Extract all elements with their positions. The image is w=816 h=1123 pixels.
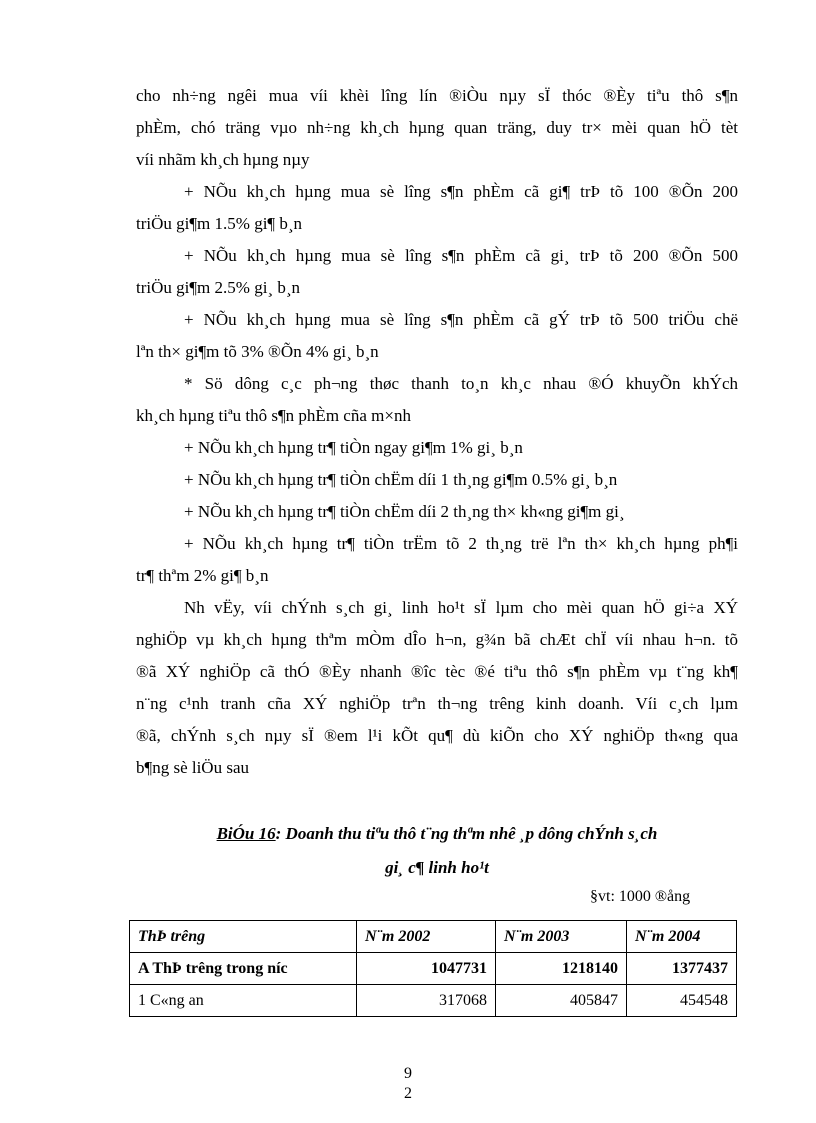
table-row [130,985,737,1017]
caption-title-continued: gi¸ c¶ linh ho¹t [385,858,489,877]
text-line: + NÕu kh¸ch hµng mua sè lîng s¶n phÈm cã gi¸ trÞ tõ 200 ®Õn 500 [184,246,738,265]
unit-label: §vt: 1000 ®ång [590,888,691,905]
paragraph-6 [136,432,738,464]
page-number-digit: 9 [404,1065,412,1082]
text-line: triÖu gi¶m 2.5% gi¸ b¸n [136,278,300,297]
paragraph-8 [136,496,738,528]
text-line: + NÕu kh¸ch hµng tr¶ tiÒn ngay gi¶m 1% gi¸ b¸n [184,438,523,457]
table-cell: 1218140 [496,953,627,985]
text-line: kh¸ch hµng tiªu thô s¶n phÈm cña m×nh [136,406,411,425]
text-line: b¶ng sè liÖu sau [136,758,249,777]
header-cell-2003: N¨m 2003 [496,921,627,953]
header-cell-market: ThÞ trêng [130,921,357,953]
caption-label: BiÓu 16 [216,824,276,843]
text-line: phÈm, chó träng vµo nh÷ng kh¸ch hµng quan träng, duy tr× mèi quan hÖ tèt [136,118,738,137]
table-cell: 1377437 [627,953,737,985]
text-line: triÖu gi¶m 1.5% gi¶ b¸n [136,214,303,233]
table-cell: 405847 [496,985,627,1017]
text-line: lªn th× gi¶m tõ 3% ®Õn 4% gi¸ b¸n [136,342,379,361]
text-line: + NÕu kh¸ch hµng mua sè lîng s¶n phÈm cã gÝ trÞ tõ 500 triÖu chë [184,310,738,329]
paragraph-7 [136,464,738,496]
revenue-table [129,920,737,1017]
text-line: + NÕu kh¸ch hµng tr¶ tiÒn chËm díi 2 th¸ng th× kh«ng gi¶m gi¸ [184,502,625,521]
text-line: tr¶ thªm 2% gi¶ b¸n [136,566,269,585]
paragraph-3 [136,240,738,304]
text-line: cho nh÷ng ngêi mua víi khèi lîng lín ®iÒu nµy sÏ thóc ®Èy tiªu thô s¶n [136,86,738,105]
text-line: víi nhãm kh¸ch hµng nµy [136,150,310,169]
header-cell-2004: N¨m 2004 [627,921,737,953]
table-cell: 1 C«ng an [130,985,357,1017]
table-caption [136,824,738,844]
table-caption-line-2 [136,858,738,878]
text-line: + NÕu kh¸ch hµng tr¶ tiÒn chËm díi 1 th¸ng gi¶m 0.5% gi¸ b¸n [184,470,618,489]
text-line: + NÕu kh¸ch hµng mua sè lîng s¶n phÈm cã gi¶ trÞ tõ 100 ®Õn 200 [184,182,738,201]
table-cell: A ThÞ trêng trong níc [130,953,357,985]
table-header-row [130,921,737,953]
paragraph-4 [136,304,738,368]
table-cell: 317068 [357,985,496,1017]
caption-title: : Doanh thu tiªu thô t¨ng thªm nhê ¸p dông chÝnh s¸ch [275,824,658,843]
paragraph-5 [136,368,738,432]
text-line: + NÕu kh¸ch hµng tr¶ tiÒn trËm tõ 2 th¸ng trë lªn th× kh¸ch hµng ph¶i [184,534,738,553]
table-row [130,953,737,985]
text-line: nghiÖp vµ kh¸ch hµng thªm mÒm dÎo h¬n, g¾n bã chÆt chÏ víi nhau h¬n. tõ [136,630,738,649]
paragraph-10 [136,592,738,784]
paragraph-2 [136,176,738,240]
text-line: Nh vËy, víi chÝnh s¸ch gi¸ linh ho¹t sÏ lµm cho mèi quan hÖ gi÷a XÝ [184,598,738,617]
table-cell: 1047731 [357,953,496,985]
paragraph-1 [136,80,738,176]
text-line: ®ã XÝ nghiÖp cã thÓ ®Èy nhanh ®îc tèc ®é tiªu thô s¶n phÈm vµ t¨ng kh¶ [136,662,738,681]
paragraph-9 [136,528,738,592]
text-line: * Sö dông c¸c ph¬ng thøc thanh to¸n kh¸c nhau ®Ó khuyÕn khÝch [184,374,738,393]
page-number-digit: 2 [404,1085,412,1102]
header-cell-2002: N¨m 2002 [357,921,496,953]
text-line: ®ã, chÝnh s¸ch nµy sÏ ®em l¹i kÕt qu¶ dù kiÕn cho XÝ nghiÖp th«ng qua [136,726,738,745]
table-cell: 454548 [627,985,737,1017]
text-line: n¨ng c¹nh tranh cña XÝ nghiÖp trªn th¬ng trêng kinh doanh. Víi c¸ch lµm [136,694,738,713]
